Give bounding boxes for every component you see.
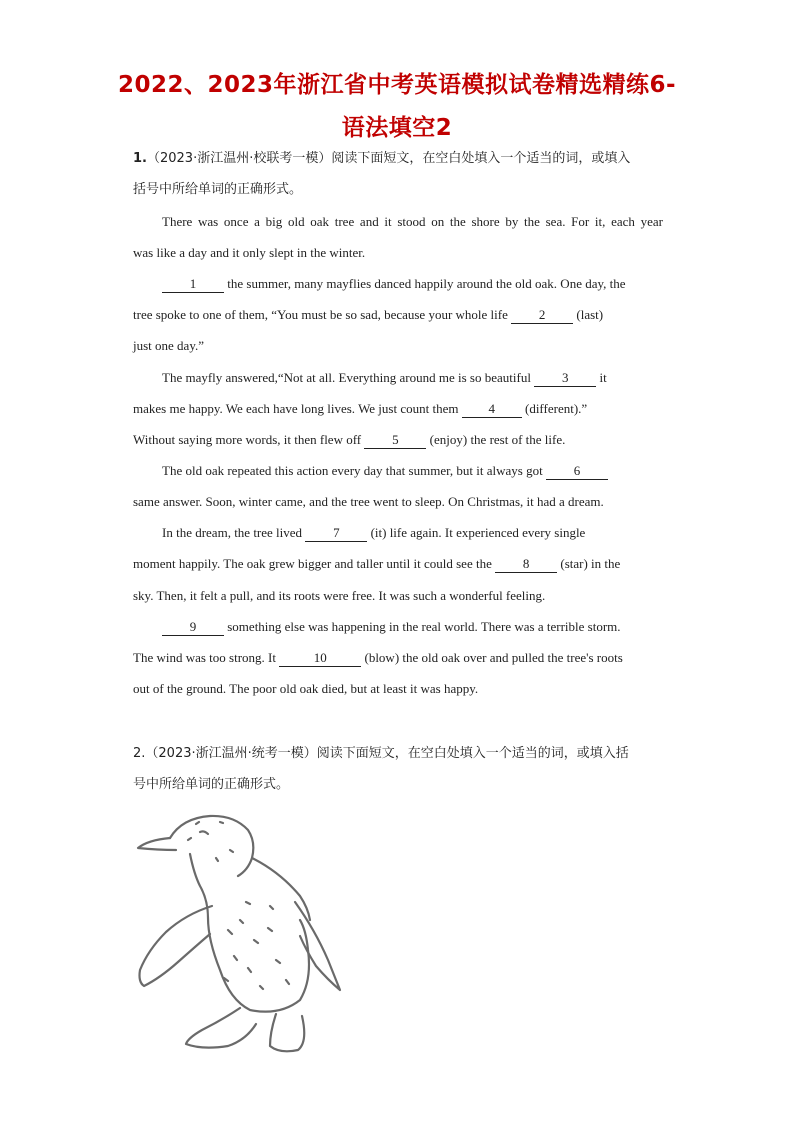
- penguin-illustration: [130, 810, 360, 1060]
- question-2-header: [133, 738, 663, 800]
- passage-text: moment happily. The oak grew bigger and taller until it could see the: [133, 556, 496, 571]
- question-1-instruction: （2023·浙江温州·校联考一模）阅读下面短文，在空白处填入一个适当的词，或填入: [146, 151, 631, 166]
- question-1-header: [133, 143, 663, 205]
- passage-line: [133, 554, 663, 574]
- answer-blank-1[interactable]: 1: [162, 276, 224, 293]
- answer-blank-7[interactable]: 7: [305, 525, 367, 542]
- passage-text: The old oak repeated this action every day that summer, but it always got: [162, 463, 546, 478]
- passage-text: tree spoke to one of them, “You must be so sad, because your whole life: [133, 307, 512, 322]
- answer-blank-5[interactable]: 5: [364, 432, 426, 449]
- passage-text: In the dream, the tree lived: [162, 525, 306, 540]
- passage-text: The wind was too strong. It: [133, 650, 280, 665]
- document-title-line-2: 语法填空2: [341, 115, 453, 141]
- passage-line: There was once a big old oak tree and it stood on the shore by the sea. For it, each year: [162, 214, 663, 229]
- passage-text: (blow) the old oak over and pulled the tree's roots: [361, 650, 623, 665]
- answer-blank-4[interactable]: 4: [462, 401, 522, 418]
- passage-line: just one day.”: [133, 338, 204, 353]
- answer-blank-2[interactable]: 2: [511, 307, 573, 324]
- answer-blank-8[interactable]: 8: [495, 556, 557, 573]
- passage-line: [133, 430, 663, 450]
- passage-text: The mayfly answered,“Not at all. Everything around me is so beautiful: [162, 370, 535, 385]
- passage-text: Without saying more words, it then flew off: [133, 432, 365, 447]
- passage-text: (star) in the: [557, 556, 621, 571]
- passage-line: sky. Then, it felt a pull, and its roots were free. It was such a wonderful feeling.: [133, 588, 546, 603]
- passage-text: makes me happy. We each have long lives. We just count them: [133, 401, 462, 416]
- passage-text: (enjoy) the rest of the life.: [426, 432, 566, 447]
- passage-text: (different).”: [521, 401, 588, 416]
- question-2-instruction: 2.（2023·浙江温州·统考一模）阅读下面短文，在空白处填入一个适当的词，或填入括: [133, 746, 629, 761]
- passage-line: [133, 305, 663, 325]
- passage-text: (last): [573, 307, 604, 322]
- passage-line: [162, 617, 663, 637]
- question-1-number: 1.: [133, 151, 147, 166]
- passage-line: was like a day and it only slept in the winter.: [133, 245, 366, 260]
- answer-blank-3[interactable]: 3: [534, 370, 596, 387]
- answer-blank-6[interactable]: 6: [546, 463, 608, 480]
- passage-line: [133, 648, 663, 668]
- question-2-instruction-cont: 号中所给单词的正确形式。: [133, 777, 290, 792]
- passage-text: it: [596, 370, 607, 385]
- answer-blank-10[interactable]: 10: [279, 650, 361, 667]
- passage-text: something else was happening in the real world. There was a terrible storm.: [224, 619, 621, 634]
- passage-line: [162, 461, 663, 481]
- question-1-instruction-cont: 括号中所给单词的正确形式。: [133, 182, 303, 197]
- document-title-line-1: 2022、2023年浙江省中考英语模拟试卷精选精练6-: [117, 72, 677, 98]
- passage-line: [162, 274, 663, 294]
- passage-text: (it) life again. It experienced every single: [367, 525, 586, 540]
- passage-line: [133, 399, 663, 419]
- passage-line: [162, 523, 663, 543]
- passage-line: out of the ground. The poor old oak died, but at least it was happy.: [133, 681, 479, 696]
- passage-line: same answer. Soon, winter came, and the tree went to sleep. On Christmas, it had a dream.: [133, 494, 604, 509]
- passage-text: the summer, many mayflies danced happily around the old oak. One day, the: [224, 276, 626, 291]
- passage-line: [162, 368, 663, 388]
- answer-blank-9[interactable]: 9: [162, 619, 224, 636]
